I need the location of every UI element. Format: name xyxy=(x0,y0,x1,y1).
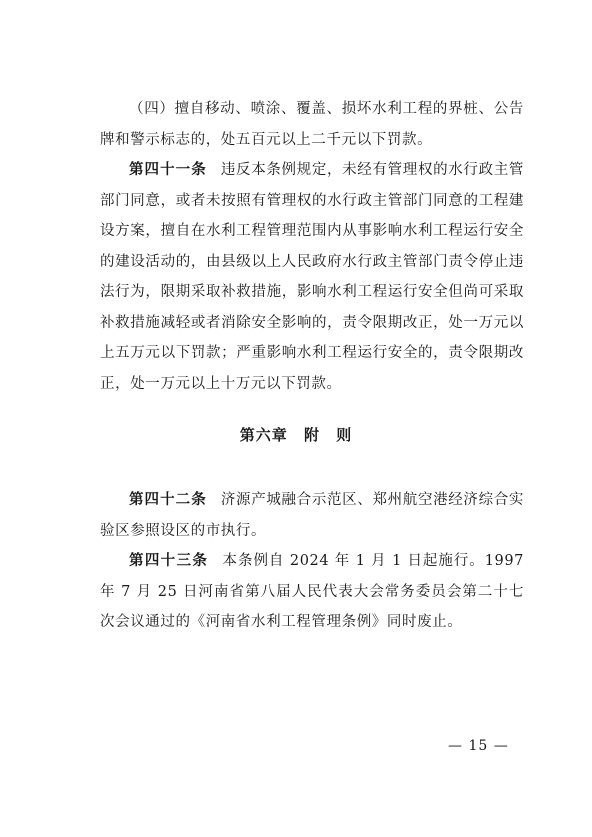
chapter-title: 第六章 附 则 xyxy=(239,426,353,444)
article-41-paragraph xyxy=(100,155,524,399)
article-42-text: 济源产城融合示范区、郑州航空港经济综合实验区参照设区的市执行。 xyxy=(100,492,525,539)
clause-4-text: （四）擅自移动、喷涂、覆盖、损坏水利工程的界桩、公告牌和警示标志的，处五百元以上二千元以下罚款。 xyxy=(100,101,524,148)
clause-4-paragraph xyxy=(100,94,524,155)
article-42-title: 第四十二条 xyxy=(129,492,207,508)
article-43-paragraph xyxy=(100,546,524,638)
article-43-title: 第四十三条 xyxy=(129,553,209,569)
article-41-text: 违反本条例规定，未经有管理权的水行政主管部门同意，或者未按照有管理权的水行政主管部门同意的工程建设方案，擅自在水利工程管理范围内从事影响水利工程运行安全的建设活动的，由县级以上人民政府水行政主管部门责令停止违法行为，限期采取补救措施，影响水利工程运行安全但尚可采取补救措施减轻或者消除安全影响的，责令限期改正，处一万元以上五万元以下罚款；严重影响水利工程运行安全的，责令限期改正，处一万元以上十万元以下罚款。 xyxy=(100,162,525,392)
page-number: — 15 — xyxy=(448,738,509,754)
article-41-title: 第四十一条 xyxy=(129,162,207,178)
article-42-paragraph xyxy=(100,485,524,546)
article-43-text: 本条例自 2024 年 1 月 1 日起施行。1997 年 7 月 25 日河南省第八届人民代表大会常务委员会第二十七次会议通过的《河南省水利工程管理条例》同时废止。 xyxy=(100,553,525,630)
